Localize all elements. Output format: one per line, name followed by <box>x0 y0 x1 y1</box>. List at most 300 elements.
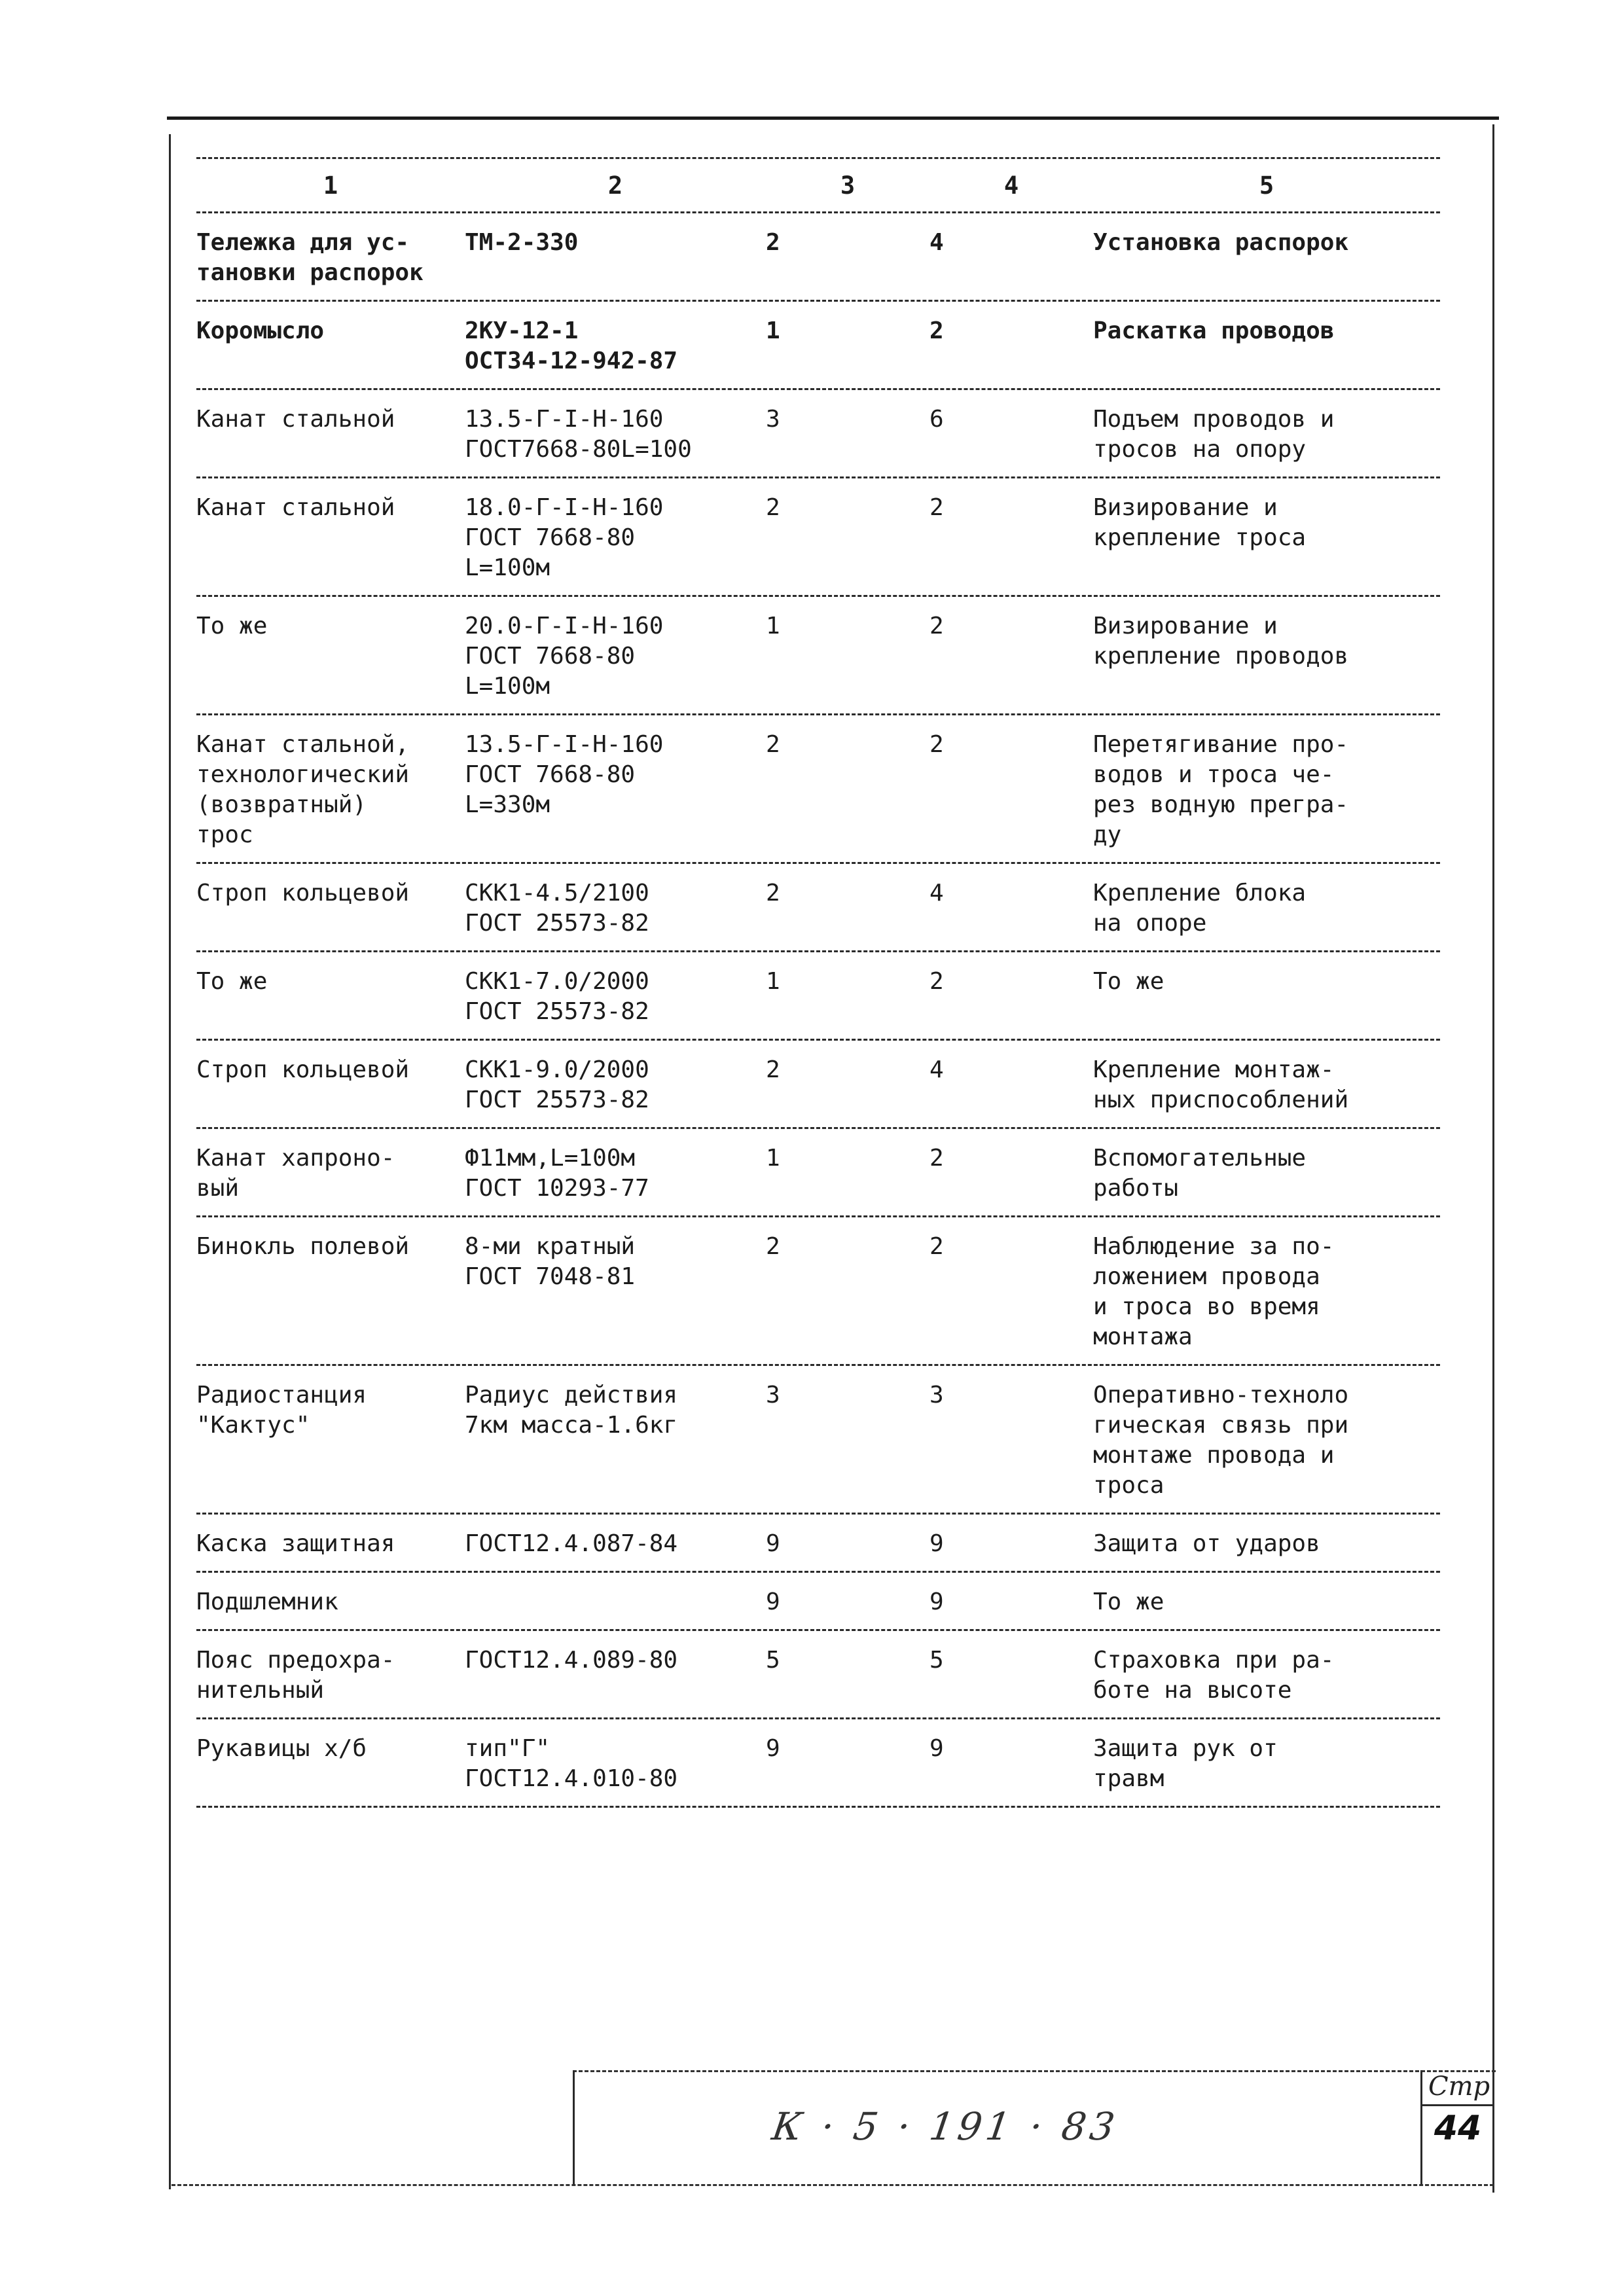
cell-line <box>929 760 1093 790</box>
cell-line <box>929 553 1093 583</box>
cell-c1 <box>196 316 465 376</box>
cell-line: Наблюдение за по- <box>1093 1233 1335 1260</box>
cell-line: ГОСТ 7668-80 <box>465 524 636 551</box>
cell-line: Визирование и <box>1093 613 1278 639</box>
cell-line: ГОСТ 7668-80 <box>465 643 636 670</box>
cell-line <box>196 1471 465 1501</box>
cell-c3 <box>766 228 929 288</box>
table-row <box>196 1573 1440 1629</box>
cell-line: работы <box>1093 1175 1179 1202</box>
header-cell: 2 <box>607 171 623 200</box>
cell-c2 <box>465 1380 766 1501</box>
cell-line <box>929 1441 1093 1471</box>
cell-line <box>929 1085 1093 1115</box>
cell-line: 4 <box>929 229 944 256</box>
cell-line <box>929 1471 1093 1501</box>
cell-c1 <box>196 967 465 1027</box>
cell-line <box>766 258 929 288</box>
cell-line <box>766 790 929 820</box>
cell-line: водов и троса че- <box>1093 761 1335 788</box>
cell-line: ГОСТ 25573-82 <box>465 910 649 937</box>
cell-line <box>766 1292 929 1322</box>
cell-c1 <box>196 1232 465 1352</box>
cell-line: ду <box>1093 821 1122 848</box>
cell-line <box>465 1676 766 1706</box>
cell-line: 7км масса-1.6кг <box>465 1412 678 1439</box>
cell-line <box>766 997 929 1027</box>
cell-line: ГОСТ 7668-80 <box>465 761 636 788</box>
cell-line <box>196 1085 465 1115</box>
page-label: Стр <box>1428 2072 1490 2102</box>
cell-line: 4 <box>929 1056 944 1083</box>
cell-c5 <box>1093 967 1440 1027</box>
cell-c2 <box>465 1645 766 1706</box>
cell-line <box>465 820 766 850</box>
cell-c4 <box>929 611 1093 702</box>
cell-c3 <box>766 1734 929 1794</box>
header-cell: 4 <box>1003 171 1019 200</box>
cell-line <box>465 1587 766 1617</box>
cell-line <box>766 641 929 672</box>
cell-c5 <box>1093 228 1440 288</box>
cell-line <box>929 672 1093 702</box>
table-row <box>196 478 1440 595</box>
cell-line: То же <box>196 968 268 995</box>
cell-line: ГОСТ 25573-82 <box>465 998 649 1025</box>
cell-line: Канат стальной <box>196 406 395 433</box>
cell-c3 <box>766 878 929 939</box>
table-row <box>196 952 1440 1039</box>
cell-line <box>1093 346 1440 376</box>
table-row <box>196 390 1440 476</box>
cell-c4 <box>929 1734 1093 1794</box>
cell-line: 5 <box>929 1647 944 1674</box>
cell-line <box>766 908 929 939</box>
page-number: 44 <box>1434 2109 1482 2148</box>
cell-line: и троса во время <box>1093 1293 1320 1320</box>
cell-line <box>766 1676 929 1706</box>
cell-line: То же <box>1093 1588 1164 1615</box>
cell-c1 <box>196 611 465 702</box>
cell-line: на опоре <box>1093 910 1207 937</box>
cell-c5 <box>1093 1587 1440 1617</box>
cell-c3 <box>766 316 929 376</box>
cell-line <box>766 1174 929 1204</box>
cell-line: 2 <box>766 494 780 521</box>
cell-c4 <box>929 1587 1093 1617</box>
cell-c2 <box>465 316 766 376</box>
cell-line: Радиостанция <box>196 1382 367 1408</box>
cell-line: монтаже провода и <box>1093 1442 1335 1469</box>
cell-line <box>196 641 465 672</box>
cell-c1 <box>196 1380 465 1501</box>
table-row <box>196 1515 1440 1571</box>
cell-line <box>929 435 1093 465</box>
cell-line <box>929 346 1093 376</box>
cell-c4 <box>929 730 1093 850</box>
cell-c3 <box>766 1587 929 1617</box>
cell-c2 <box>465 1232 766 1352</box>
cell-line: Страховка при ра- <box>1093 1647 1335 1674</box>
cell-c2 <box>465 878 766 939</box>
cell-line: СКК1-7.0/2000 <box>465 968 649 995</box>
cell-line: рез водную прегра- <box>1093 791 1349 818</box>
frame-right-border <box>1492 124 1494 2193</box>
cell-line <box>929 820 1093 850</box>
cell-line: вый <box>196 1175 240 1202</box>
table-row <box>196 864 1440 950</box>
cell-line <box>465 1322 766 1352</box>
cell-line: 4 <box>929 880 944 906</box>
table-row <box>196 597 1440 713</box>
cell-line <box>929 1322 1093 1352</box>
cell-line <box>766 523 929 553</box>
cell-c4 <box>929 1232 1093 1352</box>
table-header <box>196 159 1440 211</box>
cell-line <box>196 1322 465 1352</box>
cell-line <box>1093 258 1440 288</box>
row-divider <box>196 1806 1440 1808</box>
cell-c3 <box>766 1143 929 1204</box>
cell-line: ных приспособлений <box>1093 1086 1349 1113</box>
cell-c3 <box>766 967 929 1027</box>
cell-line <box>1093 997 1440 1027</box>
cell-line: 1 <box>766 317 780 344</box>
cell-line: Тележка для ус- <box>196 229 410 256</box>
cell-line <box>766 820 929 850</box>
cell-line <box>929 1262 1093 1292</box>
cell-line <box>929 908 1093 939</box>
cell-line: боте на высоте <box>1093 1677 1292 1704</box>
cell-line <box>766 1262 929 1292</box>
cell-c4 <box>929 967 1093 1027</box>
cell-line <box>766 553 929 583</box>
cell-line <box>465 1471 766 1501</box>
cell-line <box>196 1262 465 1292</box>
cell-line: крепление троса <box>1093 524 1307 551</box>
equipment-table <box>196 157 1440 1808</box>
cell-line: 1 <box>766 1145 780 1172</box>
cell-line <box>196 1292 465 1322</box>
table-row <box>196 213 1440 300</box>
cell-line <box>929 1676 1093 1706</box>
table-row <box>196 1366 1440 1513</box>
cell-line: Канат стальной <box>196 494 395 521</box>
cell-line <box>766 346 929 376</box>
cell-line: гическая связь при <box>1093 1412 1349 1439</box>
cell-line: 5 <box>766 1647 780 1674</box>
cell-c1 <box>196 228 465 288</box>
title-block-page-divider <box>1422 2104 1494 2106</box>
cell-line <box>929 997 1093 1027</box>
frame-bottom-border <box>171 2184 1494 2186</box>
table-row <box>196 1217 1440 1364</box>
cell-c5 <box>1093 1529 1440 1559</box>
cell-line <box>465 1292 766 1322</box>
cell-line: Вспомогательные <box>1093 1145 1307 1172</box>
cell-c3 <box>766 1232 929 1352</box>
cell-line: СКК1-4.5/2100 <box>465 880 649 906</box>
cell-c4 <box>929 1645 1093 1706</box>
cell-c4 <box>929 1143 1093 1204</box>
cell-line: ГОСТ 7048-81 <box>465 1263 636 1290</box>
cell-line: ГОСТ12.4.089-80 <box>465 1647 678 1674</box>
cell-line <box>766 1764 929 1794</box>
cell-c5 <box>1093 1380 1440 1501</box>
cell-line: 3 <box>929 1382 944 1408</box>
cell-line: Строп кольцевой <box>196 880 410 906</box>
cell-line: 9 <box>929 1735 944 1762</box>
cell-c1 <box>196 493 465 583</box>
cell-line: тановки распорок <box>196 259 424 286</box>
cell-line <box>929 1764 1093 1794</box>
cell-c2 <box>465 404 766 465</box>
cell-line: ГОСТ12.4.010-80 <box>465 1765 678 1792</box>
cell-line: 2 <box>929 613 944 639</box>
cell-c5 <box>1093 1734 1440 1794</box>
cell-line <box>929 1410 1093 1441</box>
cell-c4 <box>929 878 1093 939</box>
cell-line: 2 <box>929 317 944 344</box>
cell-line <box>196 672 465 702</box>
table-row <box>196 1631 1440 1717</box>
cell-c3 <box>766 493 929 583</box>
cell-c1 <box>196 1055 465 1115</box>
cell-line: Перетягивание про- <box>1093 731 1349 758</box>
cell-line: Рукавицы х/б <box>196 1735 367 1762</box>
cell-line <box>766 760 929 790</box>
cell-line: 9 <box>929 1530 944 1557</box>
cell-line <box>766 1471 929 1501</box>
cell-line: ложением провода <box>1093 1263 1320 1290</box>
cell-line <box>929 790 1093 820</box>
cell-line <box>1093 553 1440 583</box>
cell-line <box>766 672 929 702</box>
cell-line <box>766 435 929 465</box>
cell-line: 9 <box>766 1735 780 1762</box>
cell-line <box>1093 672 1440 702</box>
cell-line: Коромысло <box>196 317 325 344</box>
cell-line: То же <box>1093 968 1164 995</box>
header-cell: 1 <box>323 171 338 200</box>
cell-c2 <box>465 1143 766 1204</box>
cell-c4 <box>929 228 1093 288</box>
cell-line <box>766 1410 929 1441</box>
cell-line: Канат стальной, <box>196 731 410 758</box>
cell-line: 3 <box>766 406 780 433</box>
cell-line <box>766 1441 929 1471</box>
cell-c5 <box>1093 730 1440 850</box>
cell-line: тросов на опору <box>1093 436 1307 463</box>
cell-line: Бинокль полевой <box>196 1233 410 1260</box>
table-row <box>196 715 1440 862</box>
cell-c2 <box>465 611 766 702</box>
cell-line <box>929 523 1093 553</box>
cell-c5 <box>1093 1055 1440 1115</box>
cell-line <box>196 908 465 939</box>
cell-line: 13.5-Г-I-Н-160 <box>465 731 664 758</box>
cell-line: технологический <box>196 761 410 788</box>
cell-line: Канат хапроно- <box>196 1145 395 1172</box>
cell-line <box>196 523 465 553</box>
cell-c3 <box>766 1529 929 1559</box>
cell-line <box>196 553 465 583</box>
cell-c4 <box>929 404 1093 465</box>
cell-c2 <box>465 730 766 850</box>
cell-line <box>196 1441 465 1471</box>
cell-line <box>766 1322 929 1352</box>
cell-line: ГОСТ7668-80L=100 <box>465 436 692 463</box>
cell-line: 2 <box>766 731 780 758</box>
cell-c4 <box>929 1055 1093 1115</box>
cell-c4 <box>929 1529 1093 1559</box>
cell-c5 <box>1093 1143 1440 1204</box>
cell-c1 <box>196 878 465 939</box>
cell-c5 <box>1093 611 1440 702</box>
cell-c2 <box>465 1529 766 1559</box>
cell-line <box>929 1292 1093 1322</box>
cell-line: Крепление блока <box>1093 880 1307 906</box>
cell-line: Радиус действия <box>465 1382 678 1408</box>
cell-line: Раскатка проводов <box>1093 317 1335 344</box>
cell-line: Каска защитная <box>196 1530 395 1557</box>
cell-c4 <box>929 316 1093 376</box>
cell-c1 <box>196 1734 465 1794</box>
cell-line <box>766 1085 929 1115</box>
cell-c3 <box>766 1645 929 1706</box>
cell-line: 2 <box>929 1233 944 1260</box>
cell-line: Защита рук от <box>1093 1735 1278 1762</box>
cell-c1 <box>196 1143 465 1204</box>
cell-line <box>929 258 1093 288</box>
cell-line: 2 <box>929 1145 944 1172</box>
cell-line: Строп кольцевой <box>196 1056 410 1083</box>
cell-line: 13.5-Г-I-Н-160 <box>465 406 664 433</box>
cell-c4 <box>929 1380 1093 1501</box>
cell-line: 2КУ-12-1 <box>465 317 579 344</box>
cell-line <box>196 435 465 465</box>
cell-line: травм <box>1093 1765 1164 1792</box>
cell-line: СКК1-9.0/2000 <box>465 1056 649 1083</box>
header-cell: 5 <box>1259 171 1274 200</box>
cell-line: ГОСТ 10293-77 <box>465 1175 649 1202</box>
cell-line: 2 <box>766 229 780 256</box>
cell-c5 <box>1093 1232 1440 1352</box>
cell-line: монтажа <box>1093 1323 1193 1350</box>
cell-line: 6 <box>929 406 944 433</box>
cell-c5 <box>1093 878 1440 939</box>
cell-line: 2 <box>766 1233 780 1260</box>
header-cell: 3 <box>840 171 856 200</box>
cell-c5 <box>1093 404 1440 465</box>
cell-line: 2 <box>929 731 944 758</box>
cell-line: Крепление монтаж- <box>1093 1056 1335 1083</box>
table-row <box>196 1129 1440 1215</box>
cell-line: 1 <box>766 613 780 639</box>
cell-c3 <box>766 1380 929 1501</box>
cell-line: Защита от ударов <box>1093 1530 1320 1557</box>
cell-line: Подъем проводов и <box>1093 406 1335 433</box>
cell-line: 9 <box>929 1588 944 1615</box>
cell-line: 1 <box>766 968 780 995</box>
cell-line: крепление проводов <box>1093 643 1349 670</box>
cell-c2 <box>465 1055 766 1115</box>
cell-line: 3 <box>766 1382 780 1408</box>
cell-c5 <box>1093 316 1440 376</box>
cell-c1 <box>196 730 465 850</box>
cell-line: ТМ-2-330 <box>465 229 579 256</box>
frame-left-border <box>169 134 171 2189</box>
cell-line: троса <box>1093 1472 1164 1499</box>
cell-line: 8-ми кратный <box>465 1233 636 1260</box>
cell-line: Ф11мм,L=100м <box>465 1145 636 1172</box>
cell-line <box>196 346 465 376</box>
cell-line: 20.0-Г-I-Н-160 <box>465 613 664 639</box>
cell-c1 <box>196 404 465 465</box>
cell-c2 <box>465 228 766 288</box>
cell-line <box>465 258 766 288</box>
cell-line: (возвратный) <box>196 791 367 818</box>
cell-c2 <box>465 493 766 583</box>
cell-c2 <box>465 967 766 1027</box>
cell-line: 9 <box>766 1588 780 1615</box>
cell-line: Установка распорок <box>1093 229 1349 256</box>
title-block-top-border <box>573 2070 1496 2072</box>
cell-c3 <box>766 404 929 465</box>
cell-line: "Кактус" <box>196 1412 310 1439</box>
cell-line: нительный <box>196 1677 325 1704</box>
cell-c3 <box>766 730 929 850</box>
title-block-separator <box>1420 2070 1422 2185</box>
cell-line: 9 <box>766 1530 780 1557</box>
cell-c4 <box>929 493 1093 583</box>
cell-line: Подшлемник <box>196 1588 338 1615</box>
cell-line: трос <box>196 821 253 848</box>
cell-line: Пояс предохра- <box>196 1647 395 1674</box>
cell-line: Визирование и <box>1093 494 1278 521</box>
cell-c5 <box>1093 1645 1440 1706</box>
cell-line: L=100м <box>465 673 550 700</box>
cell-line: 2 <box>929 968 944 995</box>
cell-c3 <box>766 1055 929 1115</box>
table-row <box>196 1719 1440 1806</box>
cell-line: L=330м <box>465 791 550 818</box>
cell-line <box>929 1174 1093 1204</box>
cell-line <box>196 1764 465 1794</box>
cell-c1 <box>196 1645 465 1706</box>
cell-c5 <box>1093 493 1440 583</box>
cell-line: L=100м <box>465 554 550 581</box>
cell-line: То же <box>196 613 268 639</box>
cell-line: 18.0-Г-I-Н-160 <box>465 494 664 521</box>
cell-c3 <box>766 611 929 702</box>
cell-line: ГОСТ12.4.087-84 <box>465 1530 678 1557</box>
table-row <box>196 302 1440 388</box>
cell-c2 <box>465 1587 766 1617</box>
cell-line: 2 <box>766 1056 780 1083</box>
cell-line <box>465 1441 766 1471</box>
title-block-left-border <box>573 2070 575 2185</box>
cell-line: 2 <box>766 880 780 906</box>
table-row <box>196 1041 1440 1127</box>
cell-c1 <box>196 1529 465 1559</box>
document-code: К · 5 · 191 · 83 <box>769 2104 1122 2149</box>
cell-line <box>196 997 465 1027</box>
frame-top-border <box>167 117 1499 120</box>
cell-line: тип"Г" <box>465 1735 550 1762</box>
cell-line: ОСТ34-12-942-87 <box>465 348 678 374</box>
cell-line: 2 <box>929 494 944 521</box>
